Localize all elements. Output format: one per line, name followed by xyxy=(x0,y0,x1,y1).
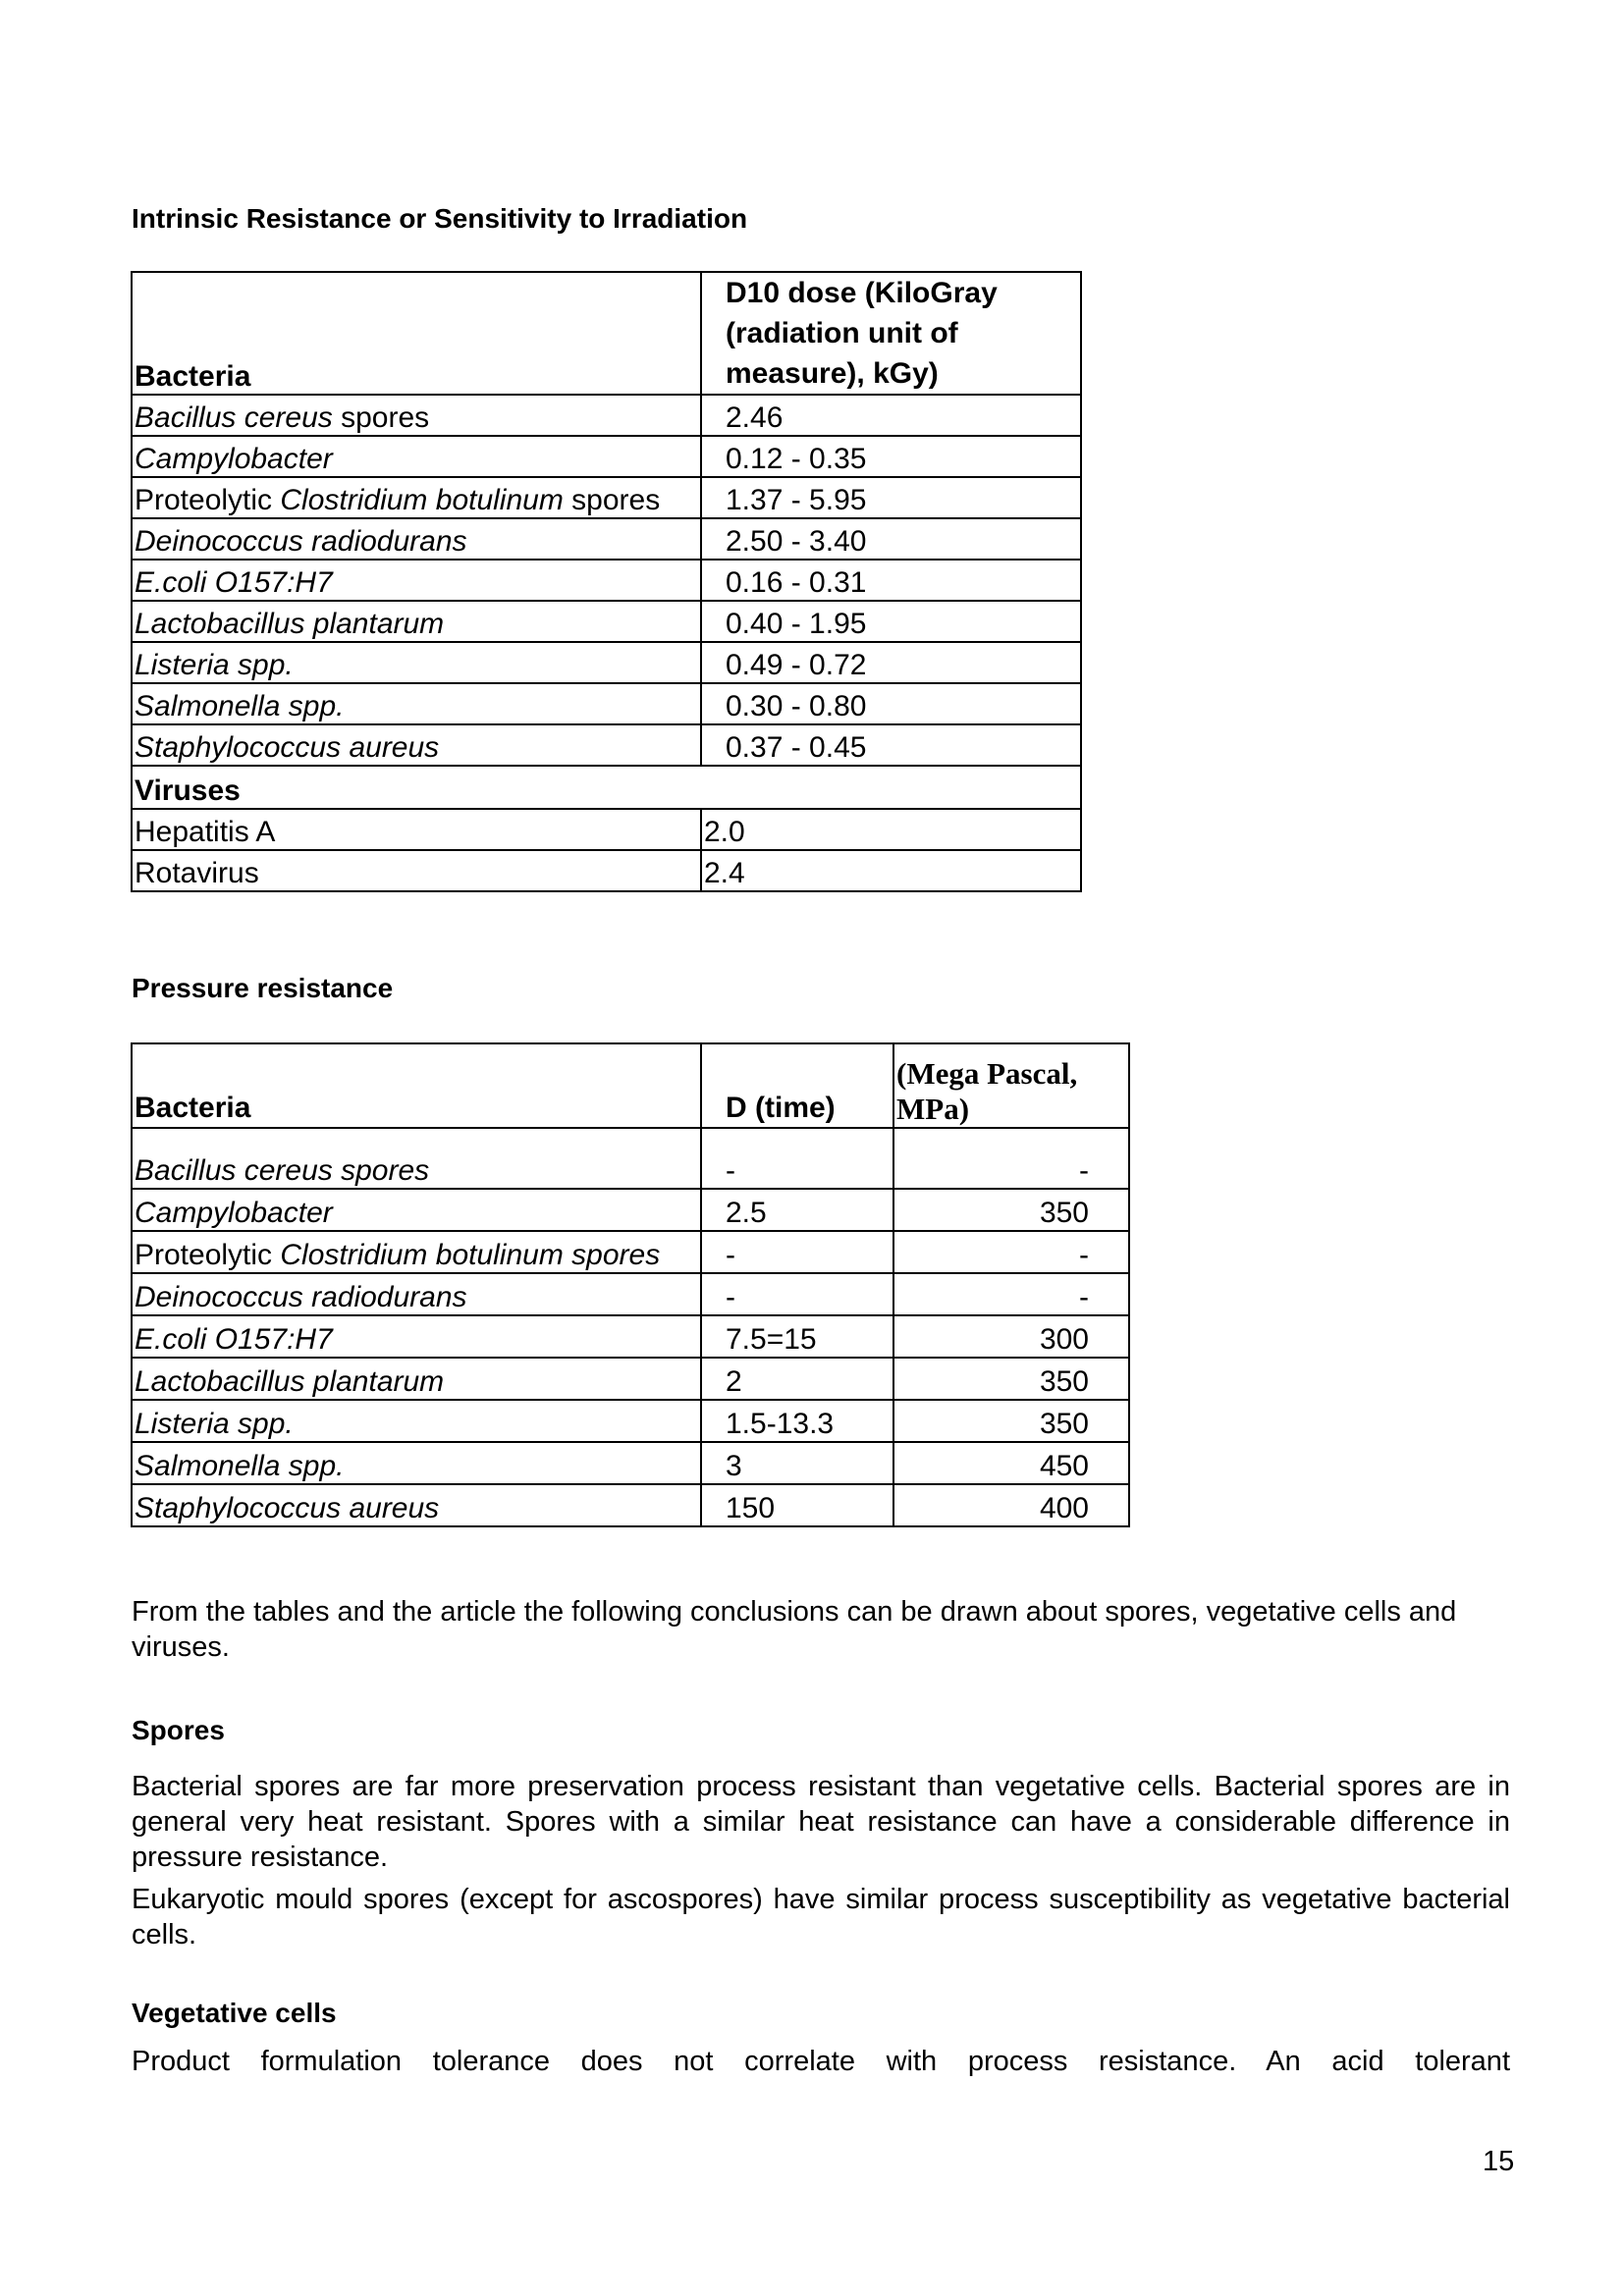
irradiation-bacteria-name: Salmonella spp. xyxy=(132,683,701,724)
table-row xyxy=(132,436,1081,477)
virus-name: Hepatitis A xyxy=(132,809,701,850)
vegetative-heading: Vegetative cells xyxy=(132,1998,337,2028)
table-row xyxy=(132,1231,1129,1273)
pressure-col-d-header: D (time) xyxy=(701,1043,893,1128)
pressure-bacteria-name: Listeria spp. xyxy=(132,1400,701,1442)
spores-paragraph-2: Eukaryotic mould spores (except for ascospores) have similar process susceptibility as vegetative bacterial cells. xyxy=(132,1884,1510,1950)
irradiation-bacteria-name: Lactobacillus plantarum xyxy=(132,601,701,642)
irradiation-bacteria-name: Bacillus cereus spores xyxy=(132,395,701,436)
irradiation-dose-value: 0.37 - 0.45 xyxy=(701,724,1081,766)
irradiation-bacteria-name: Staphylococcus aureus xyxy=(132,724,701,766)
page-number: 15 xyxy=(1483,2146,1515,2177)
pressure-mpa-value: 300 xyxy=(893,1315,1129,1358)
irradiation-bacteria-name: Listeria spp. xyxy=(132,642,701,683)
pressure-col-bacteria-header: Bacteria xyxy=(132,1043,701,1128)
pressure-bacteria-name: Salmonella spp. xyxy=(132,1442,701,1484)
pressure-mpa-value: 350 xyxy=(893,1400,1129,1442)
pressure-d-value: - xyxy=(701,1273,893,1315)
table-row xyxy=(132,601,1081,642)
irradiation-dose-value: 2.50 - 3.40 xyxy=(701,518,1081,560)
table-row xyxy=(132,1189,1129,1231)
irradiation-bacteria-name: Campylobacter xyxy=(132,436,701,477)
pressure-bacteria-name: Proteolytic Clostridium botulinum spores xyxy=(132,1231,701,1273)
table-row xyxy=(132,850,1081,891)
pressure-d-value: 150 xyxy=(701,1484,893,1526)
table-row xyxy=(132,395,1081,436)
pressure-heading: Pressure resistance xyxy=(132,973,394,1003)
pressure-header-row xyxy=(132,1043,1129,1128)
pressure-mpa-value: - xyxy=(893,1128,1129,1189)
spores-heading: Spores xyxy=(132,1715,225,1745)
irradiation-dose-value: 0.16 - 0.31 xyxy=(701,560,1081,601)
viruses-header-row xyxy=(132,766,1081,809)
pressure-mpa-value: - xyxy=(893,1273,1129,1315)
pressure-bacteria-name: Bacillus cereus spores xyxy=(132,1128,701,1189)
table-row xyxy=(132,642,1081,683)
table-row xyxy=(132,1400,1129,1442)
pressure-d-value: - xyxy=(701,1231,893,1273)
pressure-d-value: 2.5 xyxy=(701,1189,893,1231)
pressure-mpa-value: - xyxy=(893,1231,1129,1273)
table-row xyxy=(132,477,1081,518)
pressure-bacteria-name: Staphylococcus aureus xyxy=(132,1484,701,1526)
irradiation-heading: Intrinsic Resistance or Sensitivity to Irradiation xyxy=(132,203,748,234)
irradiation-col-dose-header: D10 dose (KiloGray (radiation unit of measure), kGy) xyxy=(701,272,1081,395)
pressure-d-value: 2 xyxy=(701,1358,893,1400)
pressure-d-value: 7.5=15 xyxy=(701,1315,893,1358)
pressure-bacteria-name: Lactobacillus plantarum xyxy=(132,1358,701,1400)
virus-dose-value: 2.4 xyxy=(701,850,1081,891)
table-row xyxy=(132,724,1081,766)
irradiation-header-row xyxy=(132,272,1081,395)
pressure-mpa-value: 450 xyxy=(893,1442,1129,1484)
pressure-bacteria-name: Deinococcus radiodurans xyxy=(132,1273,701,1315)
table-row xyxy=(132,560,1081,601)
pressure-bacteria-name: E.coli O157:H7 xyxy=(132,1315,701,1358)
irradiation-dose-value: 0.40 - 1.95 xyxy=(701,601,1081,642)
pressure-mpa-value: 400 xyxy=(893,1484,1129,1526)
irradiation-bacteria-name: Proteolytic Clostridium botulinum spores xyxy=(132,477,701,518)
table-row xyxy=(132,809,1081,850)
irradiation-col-bacteria-header: Bacteria xyxy=(132,272,701,395)
irradiation-dose-value: 1.37 - 5.95 xyxy=(701,477,1081,518)
irradiation-dose-value: 2.46 xyxy=(701,395,1081,436)
irradiation-bacteria-name: E.coli O157:H7 xyxy=(132,560,701,601)
pressure-table xyxy=(131,1042,1130,1527)
irradiation-dose-value: 0.49 - 0.72 xyxy=(701,642,1081,683)
spores-paragraph-1: Bacterial spores are far more preservation process resistant than vegetative cells. Bacterial spores are in general very heat resistant. Spores with a similar heat resistance can have a considerable difference in pressure resistance. xyxy=(132,1771,1510,1873)
vegetative-paragraph-1: Product formulation tolerance does not correlate with process resistance. An acid tolerant xyxy=(132,2046,1510,2077)
table-row xyxy=(132,1484,1129,1526)
table-row xyxy=(132,1128,1129,1189)
pressure-bacteria-name: Campylobacter xyxy=(132,1189,701,1231)
table-row xyxy=(132,1315,1129,1358)
table-row xyxy=(132,518,1081,560)
pressure-d-value: - xyxy=(701,1128,893,1189)
table-row xyxy=(132,1273,1129,1315)
intro-paragraph: From the tables and the article the following conclusions can be drawn about spores, vegetative cells and viruses. xyxy=(132,1596,1457,1663)
irradiation-bacteria-name: Deinococcus radiodurans xyxy=(132,518,701,560)
table-row xyxy=(132,683,1081,724)
pressure-d-value: 1.5-13.3 xyxy=(701,1400,893,1442)
pressure-mpa-value: 350 xyxy=(893,1358,1129,1400)
virus-name: Rotavirus xyxy=(132,850,701,891)
table-row xyxy=(132,1358,1129,1400)
virus-dose-value: 2.0 xyxy=(701,809,1081,850)
pressure-mpa-value: 350 xyxy=(893,1189,1129,1231)
irradiation-dose-value: 0.30 - 0.80 xyxy=(701,683,1081,724)
pressure-d-value: 3 xyxy=(701,1442,893,1484)
viruses-header: Viruses xyxy=(132,766,1081,809)
irradiation-table xyxy=(131,271,1082,892)
table-row xyxy=(132,1442,1129,1484)
irradiation-dose-value: 0.12 - 0.35 xyxy=(701,436,1081,477)
pressure-col-mpa-header: (Mega Pascal, MPa) xyxy=(893,1043,1129,1128)
